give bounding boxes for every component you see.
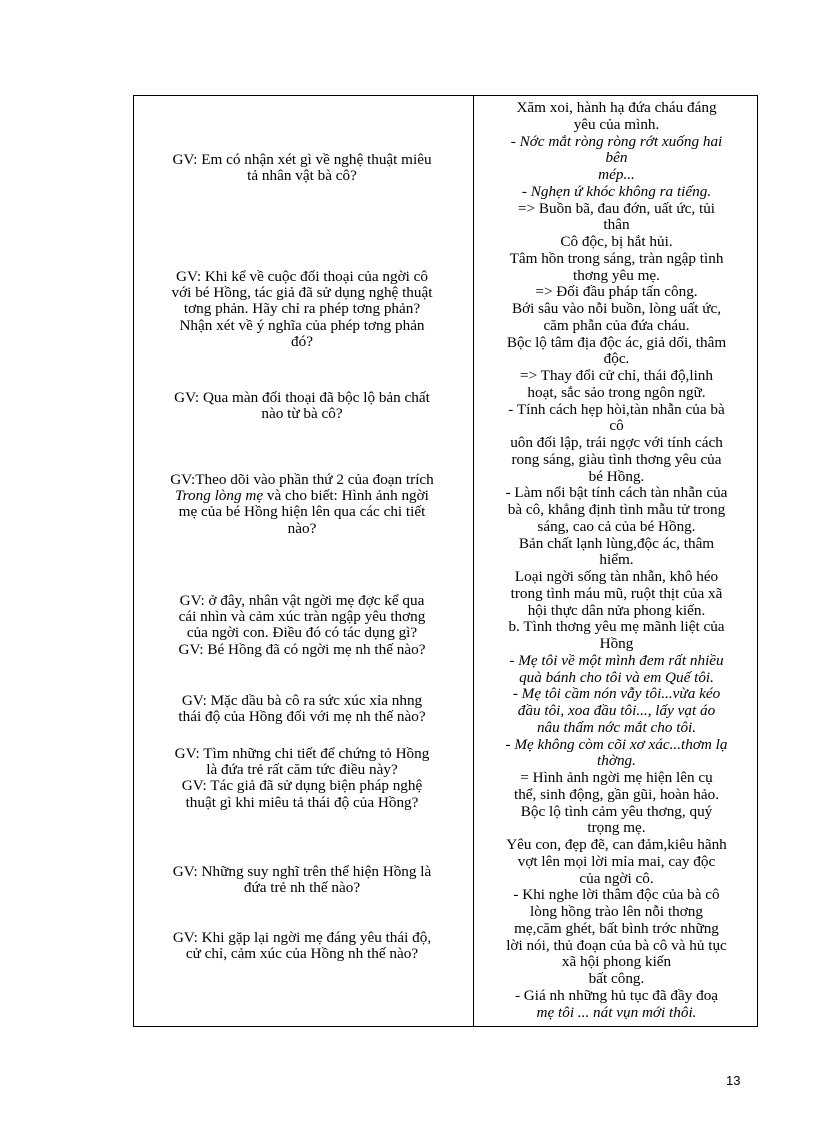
- answer-line: rong sáng, giàu tình thơng yêu của: [511, 450, 722, 468]
- question-cell: [133, 930, 474, 962]
- answer-line: mẹ tôi ... nát vụn mới thôi.: [536, 1003, 697, 1021]
- question-line: nào từ bà cô?: [261, 405, 343, 423]
- answer-line: lòng hồng trào lên nỗi thơng: [530, 903, 703, 920]
- question-line: thuật gì khi miêu tả thái độ của Hồng?: [185, 793, 419, 811]
- answer-line: - Tính cách hẹp hòi,tàn nhẫn của bà: [508, 400, 725, 418]
- answer-line: trọng mẹ.: [587, 819, 646, 837]
- answer-line: = Hình ảnh ngời mẹ hiện lên cụ: [520, 769, 713, 786]
- question-line: GV: Tác giả đã sử dụng biện pháp nghệ: [181, 777, 423, 795]
- answer-line: - Nghẹn ứ khóc không ra tiếng.: [521, 182, 712, 200]
- answer-line: thân: [603, 216, 630, 234]
- question-cell: [133, 864, 474, 896]
- answer-line: Tâm hồn trong sáng, tràn ngập tình: [509, 249, 724, 267]
- question-line: GV: Bé Hồng đã có ngời mẹ nh thế nào?: [178, 640, 426, 658]
- question-line: đó?: [291, 332, 313, 350]
- answer-line: - Khi nghe lời thâm độc của bà cô: [513, 886, 720, 904]
- answer-line: mẹ,căm ghét, bất bình trớc những: [514, 919, 719, 937]
- question-cell: [133, 152, 474, 184]
- answer-line: Bản chất lạnh lùng,độc ác, thâm: [518, 534, 715, 552]
- answer-line: thờng.: [597, 752, 636, 770]
- question-line: tả nhân vật bà cô?: [247, 167, 357, 185]
- question-line: là đứa trẻ rất căm tức điều này?: [206, 761, 398, 779]
- answer-line: Bộc lộ tâm địa độc ác, giả dối, thâm: [506, 333, 727, 351]
- answer-line: xã hội phong kiến: [561, 953, 672, 971]
- question-line: thái độ của Hồng đối với mẹ nh thế nào?: [178, 708, 426, 726]
- question-cell: [133, 593, 474, 658]
- question-cell: [133, 472, 474, 537]
- answer-line: - Làm nổi bật tính cách tàn nhẫn của: [505, 484, 728, 502]
- question-line: cử chỉ, cảm xúc của Hồng nh thế nào?: [185, 945, 419, 963]
- question-cell: [133, 693, 474, 725]
- answer-line: b. Tình thơng yêu mẹ mãnh liệt của: [508, 618, 725, 636]
- question-line-rest: và cho biết: Hình ảnh ngời: [263, 487, 429, 505]
- answer-line: - Mẹ không còm cõi xơ xác...thơm lạ: [505, 735, 728, 753]
- answer-line: Bới sâu vào nỗi buồn, lòng uất ức,: [511, 300, 722, 317]
- answer-line: Bộc lộ tình cảm yêu thơng, quý: [520, 802, 713, 820]
- answer-line: Loại ngời sống tàn nhẫn, khô héo: [514, 568, 719, 585]
- question-line: GV: Mặc dầu bà cô ra sức xúc xỉa nhng: [181, 692, 423, 709]
- question-line: nào?: [287, 519, 317, 537]
- answer-line: - Giá nh những hủ tục đã đầy đoạ: [514, 986, 719, 1004]
- question-line: GV: Em có nhận xét gì về nghệ thuật miêu: [172, 151, 432, 168]
- answer-line: thể, sinh động, gần gũi, hoàn hảo.: [513, 785, 719, 803]
- question-line: của ngời con. Điều đó có tác dụng gì?: [186, 624, 418, 642]
- excerpt-title: Trong lòng mẹ: [175, 487, 264, 505]
- answer-line: hội thực dân nửa phong kiến.: [527, 601, 706, 619]
- answer-line: độc.: [603, 350, 630, 368]
- answer-line: - Mẹ tôi cầm nón vẫy tôi...vừa kéo: [512, 685, 721, 703]
- answer-line: căm phẫn của đứa cháu.: [543, 316, 690, 334]
- question-cell: [133, 390, 474, 422]
- answer-line: đầu tôi, xoa đầu tôi..., lấy vạt áo: [517, 702, 716, 719]
- content-table: [133, 95, 758, 1027]
- answer-line: lời nói, thủ đoạn của bà cô và hủ tục: [506, 936, 727, 954]
- answer-line: cô: [609, 417, 624, 435]
- question-line: GV: Tìm những chi tiết để chứng tỏ Hồng: [174, 745, 430, 762]
- answer-line: - Nớc mắt ròng ròng rớt xuống hai: [510, 132, 723, 150]
- question-line: GV: Khi kể về cuộc đối thoại của ngời cô: [176, 268, 428, 285]
- question-line: [133, 488, 474, 504]
- question-line: GV: Những suy nghĩ trên thể hiện Hồng là: [172, 863, 432, 880]
- answer-line: bà cô, khẳng định tình mẫu tử trong: [507, 501, 726, 518]
- answer-line: Xăm xoi, hành hạ đứa cháu đáng: [516, 99, 717, 116]
- question-line: GV: Khi gặp lại ngời mẹ đáng yêu thái độ,: [172, 929, 432, 946]
- answer-line: của ngời cô.: [579, 869, 654, 887]
- answer-line: => Buồn bã, đau đớn, uất ức, tủi: [517, 199, 716, 217]
- answer-line: quà bánh cho tôi và em Quế tôi.: [519, 668, 714, 686]
- answer-line: uôn đối lập, trái ngợc với tính cách: [510, 434, 723, 451]
- question-line: GV: Qua màn đối thoại đã bộc lộ bản chất: [174, 389, 430, 406]
- question-cell: [133, 269, 474, 350]
- answer-line: - Mẹ tôi về một mình đem rất nhiều: [509, 651, 724, 669]
- answer-line: nâu thấm nớc mắt cho tôi.: [536, 718, 697, 736]
- answer-line: => Đối đầu pháp tấn công.: [535, 283, 698, 301]
- answer-line: thơng yêu mẹ.: [573, 266, 660, 284]
- answer-line: hoạt, sắc sảo trong ngôn ngữ.: [527, 383, 706, 401]
- answer-line: trong tình máu mũ, ruột thịt của xã: [510, 584, 723, 602]
- page-number: 13: [726, 1073, 741, 1088]
- question-line: mẹ của bé Hồng hiện lên qua các chi tiết: [178, 503, 426, 521]
- answer-line: bên: [605, 149, 628, 167]
- answer-line: Hồng: [599, 635, 634, 652]
- answer-line: bất công.: [588, 970, 645, 987]
- answer-line: sáng, cao cả của bé Hồng.: [537, 517, 696, 535]
- answer-line: hiểm.: [599, 551, 634, 569]
- answer-line: vợt lên mọi lời mỉa mai, cay độc: [517, 852, 716, 870]
- question-line: Nhận xét về ý nghĩa của phép tơng phản: [179, 316, 425, 334]
- answer-line: Yêu con, đẹp đẽ, can đảm,kiêu hãnh: [506, 836, 727, 853]
- answer-line: mép...: [598, 166, 635, 183]
- question-cell: [133, 746, 474, 811]
- question-line: GV: ở đây, nhân vật ngời mẹ đợc kể qua: [179, 592, 425, 609]
- answer-line: bé Hồng.: [588, 467, 645, 485]
- answer-line: Cô độc, bị hắt hủi.: [560, 233, 673, 250]
- question-line: cái nhìn và cảm xúc tràn ngập yêu thơng: [178, 608, 426, 626]
- question-line: đứa trẻ nh thế nào?: [243, 879, 361, 897]
- question-line: tơng phản. Hãy chỉ ra phép tơng phản?: [183, 300, 421, 318]
- question-line: với bé Hồng, tác giả đã sử dụng nghệ thuật: [171, 284, 433, 302]
- question-line: GV:Theo dõi vào phần thứ 2 của đoạn trích: [170, 471, 434, 488]
- answer-line: yêu của mình.: [573, 115, 660, 133]
- answer-line: => Thay đổi cử chỉ, thái độ,linh: [520, 367, 713, 384]
